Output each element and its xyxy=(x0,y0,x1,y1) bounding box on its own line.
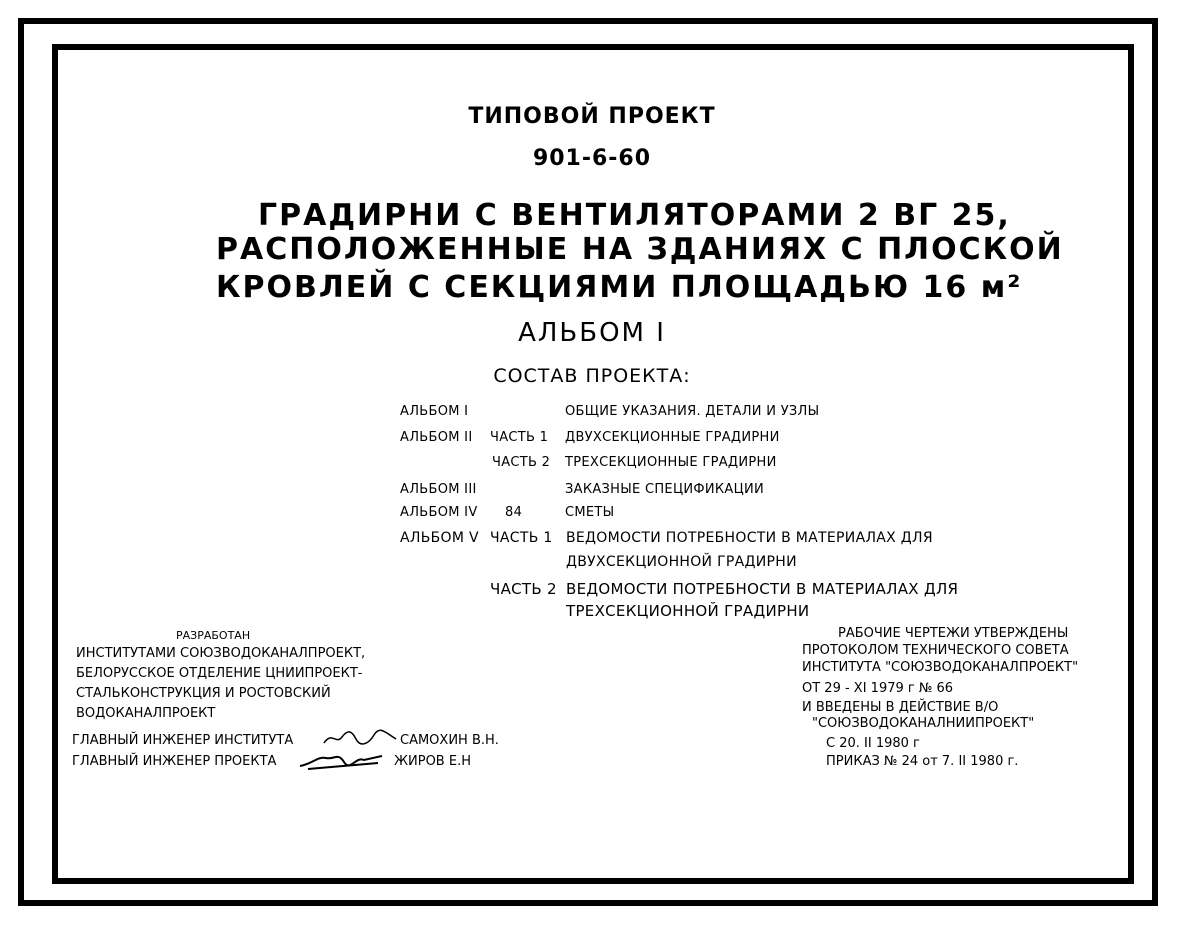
comp-album: АЛЬБОМ II xyxy=(400,430,473,445)
comp-desc: ЗАКАЗНЫЕ СПЕЦИФИКАЦИИ xyxy=(565,482,765,497)
comp-desc-2: ТРЕХСЕКЦИОННОЙ ГРАДИРНИ xyxy=(566,602,810,620)
comp-part: ЧАСТЬ 1 xyxy=(490,430,549,445)
approval-line: "СОЮЗВОДОКАНАЛНИИПРОЕКТ" xyxy=(812,716,1035,731)
chief-institute-label: ГЛАВНЫЙ ИНЖЕНЕР ИНСТИТУТА xyxy=(72,733,294,748)
comp-album: АЛЬБОМ V xyxy=(400,530,479,546)
comp-desc: ОБЩИЕ УКАЗАНИЯ. ДЕТАЛИ И УЗЛЫ xyxy=(565,404,820,419)
doc-type: ТИПОВОЙ ПРОЕКТ xyxy=(468,104,716,129)
comp-desc: ДВУХСЕКЦИОННЫЕ ГРАДИРНИ xyxy=(565,430,780,445)
project-number: 901-6-60 xyxy=(532,146,652,171)
developed-line: БЕЛОРУССКОЕ ОТДЕЛЕНИЕ ЦНИИПРОЕКТ- xyxy=(76,666,363,681)
comp-desc: СМЕТЫ xyxy=(565,505,615,520)
developed-line: ВОДОКАНАЛПРОЕКТ xyxy=(76,706,216,721)
approval-line: ПРОТОКОЛОМ ТЕХНИЧЕСКОГО СОВЕТА xyxy=(802,643,1069,658)
comp-part: ЧАСТЬ 1 xyxy=(490,530,553,546)
composition-title: СОСТАВ ПРОЕКТА: xyxy=(493,365,691,387)
title-line-2: РАСПОЛОЖЕННЫЕ НА ЗДАНИЯХ С ПЛОСКОЙ xyxy=(216,232,1064,267)
approval-line: С 20. II 1980 г xyxy=(826,736,920,751)
signature-zhirov xyxy=(298,748,384,772)
developed-label: РАЗРАБОТАН xyxy=(176,629,251,642)
comp-album: АЛЬБОМ III xyxy=(400,482,477,497)
album-label: АЛЬБОМ I xyxy=(518,318,666,348)
comp-part: ЧАСТЬ 2 xyxy=(492,455,551,470)
comp-part: ЧАСТЬ 2 xyxy=(490,580,557,598)
approval-line: ПРИКАЗ № 24 от 7. II 1980 г. xyxy=(826,754,1019,769)
comp-desc-2: ДВУХСЕКЦИОННОЙ ГРАДИРНИ xyxy=(566,554,797,570)
comp-desc: ТРЕХСЕКЦИОННЫЕ ГРАДИРНИ xyxy=(565,455,777,470)
comp-desc: ВЕДОМОСТИ ПОТРЕБНОСТИ В МАТЕРИАЛАХ ДЛЯ xyxy=(566,530,933,546)
approval-line: РАБОЧИЕ ЧЕРТЕЖИ УТВЕРЖДЕНЫ xyxy=(838,626,1069,641)
title-line-3: КРОВЛЕЙ С СЕКЦИЯМИ ПЛОЩАДЬЮ 16 м² xyxy=(216,270,1023,305)
chief-institute-name: САМОХИН В.Н. xyxy=(400,733,499,748)
approval-line: ОТ 29 - XI 1979 г № 66 xyxy=(802,681,954,696)
approval-line: И ВВЕДЕНЫ В ДЕЙСТВИЕ В/О xyxy=(802,700,999,715)
comp-album: АЛЬБОМ I xyxy=(400,404,469,419)
chief-project-label: ГЛАВНЫЙ ИНЖЕНЕР ПРОЕКТА xyxy=(72,754,277,769)
comp-album: АЛЬБОМ IV xyxy=(400,505,478,520)
title-line-1: ГРАДИРНИ С ВЕНТИЛЯТОРАМИ 2 ВГ 25, xyxy=(258,198,1011,233)
approval-line: ИНСТИТУТА "СОЮЗВОДОКАНАЛПРОЕКТ" xyxy=(802,660,1079,675)
signature-samokhin xyxy=(322,727,398,749)
comp-desc: ВЕДОМОСТИ ПОТРЕБНОСТИ В МАТЕРИАЛАХ ДЛЯ xyxy=(566,580,959,598)
developed-line: ИНСТИТУТАМИ СОЮЗВОДОКАНАЛПРОЕКТ, xyxy=(76,646,366,661)
chief-project-name: ЖИРОВ Е.Н xyxy=(394,754,471,769)
developed-line: СТАЛЬКОНСТРУКЦИЯ И РОСТОВСКИЙ xyxy=(76,686,331,701)
comp-part: 84 xyxy=(505,505,523,520)
